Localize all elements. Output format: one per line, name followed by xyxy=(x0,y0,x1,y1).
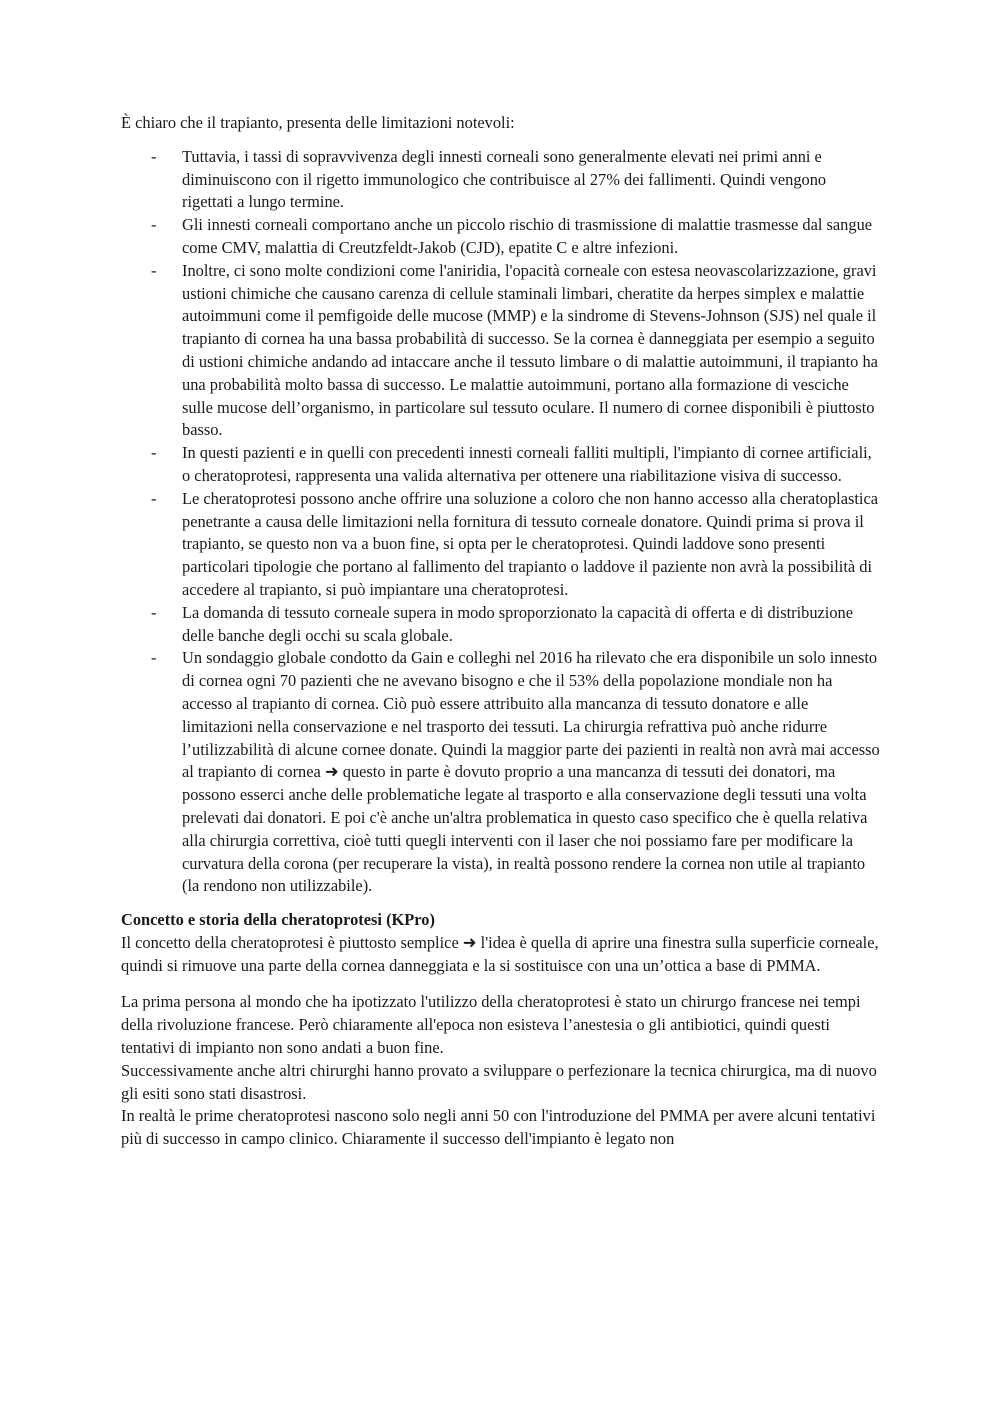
list-item-text: Inoltre, ci sono molte condizioni come l'aniridia, l'opacità corneale con estesa neovascolarizzazione, gravi ustioni chimiche che causano carenza di cellule staminali limbari, cheratite da herpes simplex e malattie autoimmuni come il pemfigoide delle mucose (MMP) e la sindrome di Stevens-Johnson (SJS) nel quale il trapianto di cornea ha una bassa probabilità di successo. Se la cornea è danneggiata per esempio a seguito di ustioni chimiche andando ad intaccare anche il tessuto limbare o di malattie autoimmuni, il trapianto ha una probabilità molto bassa di successo. Le malattie autoimmuni, portano alla formazione di vesciche sulle mucose dell’organismo, in particolare sul tessuto oculare. Il numero di cornee disponibili è piuttosto basso. xyxy=(182,260,878,440)
document-page xyxy=(121,112,881,1151)
list-item xyxy=(121,442,881,488)
body-paragraph: Successivamente anche altri chirurghi hanno provato a sviluppare o perfezionare la tecnica chirurgica, ma di nuovo gli esiti sono stati disastrosi. xyxy=(121,1060,877,1103)
list-item xyxy=(121,602,881,648)
list-item-text: Tuttavia, i tassi di sopravvivenza degli innesti corneali sono generalmente elevati nei primi anni e diminuiscono con il rigetto immunologico che contribuisce al 27% dei fallimenti. Quindi vengono rigettati a lungo termine. xyxy=(182,146,827,212)
list-item-text: Gli innesti corneali comportano anche un piccolo rischio di trasmissione di malattie trasmesse dal sangue come CMV, malattia di Creutzfeldt-Jakob (CJD), epatite C e altre infezioni. xyxy=(182,215,873,257)
intro-paragraph: È chiaro che il trapianto, presenta delle limitazioni notevoli: xyxy=(121,113,515,132)
body-paragraph: La prima persona al mondo che ha ipotizzato l'utilizzo della cheratoprotesi è stato un chirurgo francese nei tempi della rivoluzione francese. Però chiaramente all'epoca non esisteva l’anestesia o gli antibiotici, quindi questi tentativi di impianto non sono andati a buon fine. xyxy=(121,992,861,1058)
dash-bullet: - xyxy=(151,488,157,508)
dash-bullet: - xyxy=(151,215,157,235)
dash-bullet: - xyxy=(151,443,157,463)
list-item xyxy=(121,260,881,442)
section-heading: Concetto e storia della cheratoprotesi (KPro) xyxy=(121,910,435,930)
limitations-list xyxy=(121,146,881,898)
list-item xyxy=(121,647,881,898)
dash-bullet: - xyxy=(151,260,157,280)
list-item xyxy=(121,488,881,602)
list-item-text: La domanda di tessuto corneale supera in modo sproporzionato la capacità di offerta e di distribuzione delle banche degli occhi su scala globale. xyxy=(182,602,854,645)
dash-bullet: - xyxy=(151,146,157,166)
list-item-text: Le cheratoprotesi possono anche offrire una soluzione a coloro che non hanno accesso alla cheratoplastica penetrante a causa delle limitazioni nella fornitura di tessuto corneale donatore. Quindi prima si prova il trapianto, se questo non va a buon fine, si opta per le cheratoprotesi. Quindi laddove sono presenti particolari tipologie che portano al fallimento del trapianto o laddove il paziente non avrà la possibilità di accedere al trapianto, si può impiantare una cheratoprotesi. xyxy=(182,488,879,599)
list-item xyxy=(121,146,881,214)
body-paragraph: In realtà le prime cheratoprotesi nascono solo negli anni 50 con l'introduzione del PMMA per avere alcuni tentativi più di successo in campo clinico. Chiaramente il successo dell'impianto è legato non xyxy=(121,1106,876,1149)
list-item-text: Un sondaggio globale condotto da Gain e colleghi nel 2016 ha rilevato che era disponibile un solo innesto di cornea ogni 70 pazienti che ne avevano bisogno e che il 53% della popolazione mondiale non ha accesso al trapianto di cornea. Ciò può essere attribuito alla mancanza di tessuto donatore e alle limitazioni nella conservazione e nel trasporto dei tessuti. La chirurgia refrattiva può anche ridurre l’utilizzabilità di alcune cornee donate. Quindi la maggior parte dei pazienti in realtà non avrà mai accesso al trapianto di cornea ➜ questo in parte è dovuto proprio a una mancanza di tessuti dei donatori, ma possono esserci anche delle problematiche legate al trasporto e alla conservazione degli tessuti una volta prelevati dai donatori. E poi c'è anche un'altra problematica in questo caso specifico che è quella relativa alla chirurgia correttiva, cioè tutti quegli interventi con il laser che noi possiamo fare per modificare la curvatura della corona (per recuperare la vista), in realtà possono rendere la cornea non utile al trapianto (la rendono non utilizzabile). xyxy=(182,648,880,896)
list-item xyxy=(121,214,881,260)
list-item-text: In questi pazienti e in quelli con precedenti innesti corneali falliti multipli, l'impianto di cornee artificiali, o cheratoprotesi, rappresenta una valida alternativa per ottenere una riabilitazione visiva di successo. xyxy=(182,443,872,485)
dash-bullet: - xyxy=(151,648,157,668)
dash-bullet: - xyxy=(151,602,157,622)
body-paragraph: Il concetto della cheratoprotesi è piuttosto semplice ➜ l'idea è quella di aprire una finestra sulla superficie corneale, quindi si rimuove una parte della cornea danneggiata e la si sostituisce con una un’ottica a base di PMMA. xyxy=(121,932,879,975)
